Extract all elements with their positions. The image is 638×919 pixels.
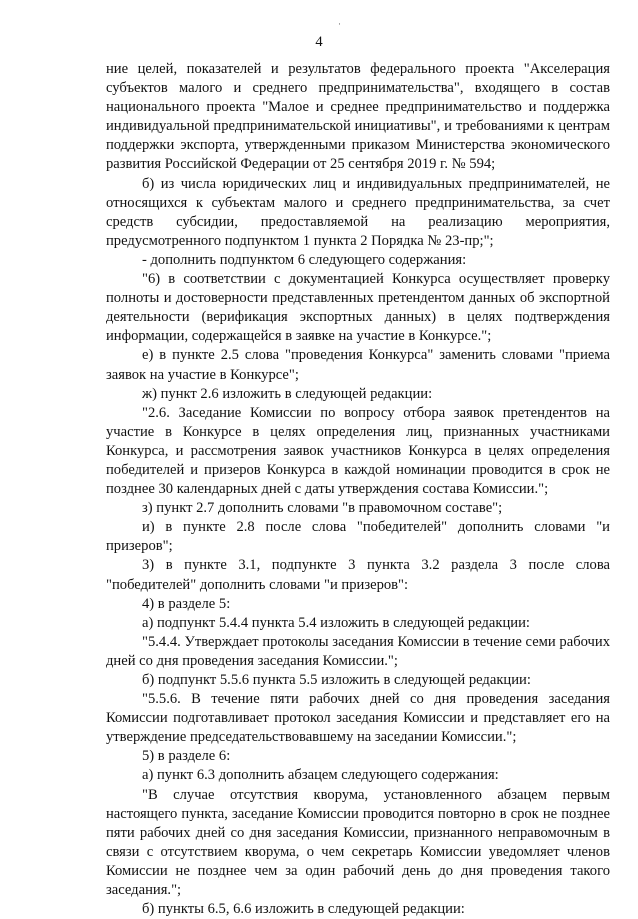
paragraph: 4) в разделе 5: <box>142 595 231 612</box>
page-number: 4 <box>315 34 323 50</box>
paragraph: а) подпункт 5.4.4 пункта 5.4 изложить в следующей редакции: <box>142 614 530 631</box>
paragraph: - дополнить подпунктом 6 следующего содержания: <box>142 251 467 268</box>
paragraph: "5.4.4. Утверждает протоколы заседания Комиссии в течение семи рабочих дней со дня проведения заседания Комиссии."; <box>106 633 610 669</box>
paragraph: а) пункт 6.3 дополнить абзацем следующего содержания: <box>142 767 499 784</box>
paragraph: "5.5.6. В течение пяти рабочих дней со дня проведения заседания Комиссии подготавливает протокол заседания Комиссии и представляет его на утверждение председательствовавшему на заседании Комиссии."; <box>106 691 610 746</box>
paragraph: ние целей, показателей и результатов федерального проекта "Акселерация субъектов малого и среднего предпринимательства", входящего в состав национального проекта "Малое и среднее предпринимательство и поддержка индивидуальной предпринимательской инициативы", и требованиями к центрам поддержки экспорта, утвержденными приказом Министерства экономического развития Российской Федерации от 25 сентября 2019 г. № 594; <box>106 61 610 173</box>
paragraph: "В случае отсутствия кворума, установленного абзацем первым настоящего пункта, заседание Комиссии проводится повторно в срок не позднее пяти рабочих дней со дня заседания Комиссии, признанного неправомочным в связи с отсутствием кворума, о чем секретарь Комиссии уведомляет членов Комиссии не позднее чем за один рабочий день до дня проведения такого заседания."; <box>106 786 610 899</box>
body-text <box>106 60 610 919</box>
paragraph: е) в пункте 2.5 слова "проведения Конкурса" заменить словами "приема заявок на участие в Конкурсе"; <box>106 347 610 383</box>
scan-mark: · <box>338 19 341 29</box>
paragraph: 3) в пункте 3.1, подпункте 3 пункта 3.2 раздела 3 после слова "победителей" дополнить словами "и призеров": <box>106 557 610 593</box>
paragraph: б) пункты 6.5, 6.6 изложить в следующей редакции: <box>142 901 465 918</box>
paragraph: и) в пункте 2.8 после слова "победителей" дополнить словами "и призеров"; <box>106 519 610 555</box>
paragraph: б) подпункт 5.5.6 пункта 5.5 изложить в следующей редакции: <box>142 672 531 688</box>
paragraph: з) пункт 2.7 дополнить словами "в правомочном составе"; <box>142 500 503 517</box>
paragraph: "6) в соответствии с документацией Конкурса осуществляет проверку полноты и достоверности представленных претендентом данных об экспортной деятельности (верификация экспортных данных) в целях подтверждения информации, содержащейся в заявке на участие в Конкурсе."; <box>106 271 610 345</box>
paragraph: 5) в разделе 6: <box>142 748 231 765</box>
paragraph: б) из числа юридических лиц и индивидуальных предпринимателей, не относящихся к субъектам малого и среднего предпринимательства, за счет средств субсидии, предоставляемой на реализацию мероприятия, предусмотренного подпунктом 1 пункта 2 Порядка № 23-пр;"; <box>106 175 610 249</box>
paragraph: ж) пункт 2.6 изложить в следующей редакции: <box>142 385 433 402</box>
paragraph: "2.6. Заседание Комиссии по вопросу отбора заявок претендентов на участие в Конкурсе в целях определения лиц, признанных участниками Конкурса, и рассмотрения заявок участников Конкурса в целях определения победителей и призеров Конкурса в каждой номинации проводится в срок не позднее 30 календарных дней с даты утверждения состава Комиссии."; <box>106 404 610 498</box>
